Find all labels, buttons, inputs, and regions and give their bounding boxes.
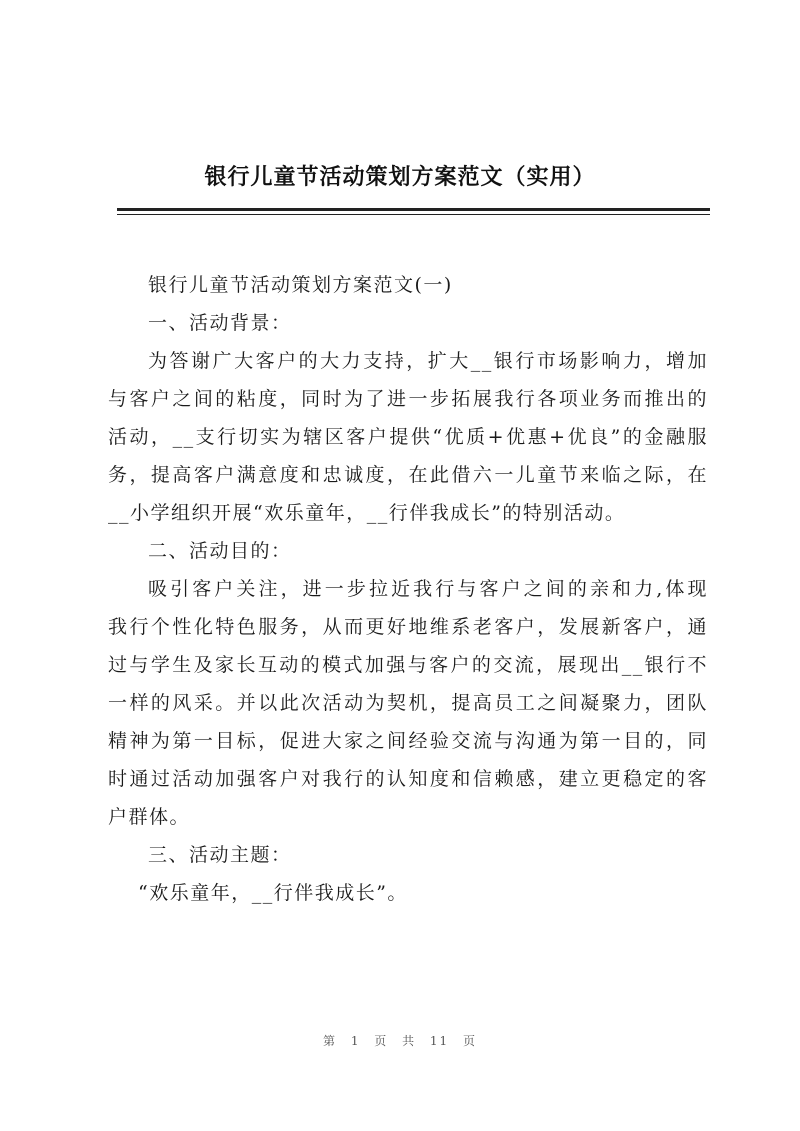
section-heading-purpose: 二、活动目的： [148,540,292,562]
paragraph-line: 吸引客户关注，进一步拉近我行与客户之间的亲和力,体现 [148,578,708,600]
paragraph-line: 时通过活动加强客户对我行的认知度和信赖感，建立更稳定的客 [108,768,708,790]
paragraph-line: 过与学生及家长互动的模式加强与客户的交流，展现出__银行不 [108,654,708,676]
paragraph-line: __小学组织开展“欢乐童年，__行伴我成长”的特别活动。 [108,502,626,524]
section-heading-theme: 三、活动主题： [148,844,292,866]
page-number-footer: 第 1 页 共 11 页 [323,1034,477,1048]
paragraph-line: 一样的风采。并以此次活动为契机，提高员工之间凝聚力，团队 [108,692,708,714]
theme-slogan: “欢乐童年，__行伴我成长”。 [138,882,408,904]
document-title: 银行儿童节活动策划方案范文（实用） [204,165,596,190]
title-divider [117,208,710,211]
paragraph-line: 活动，__支行切实为辖区客户提供“优质+优惠+优良”的金融服 [108,426,708,448]
paragraph-line: 与客户之间的粘度，同时为了进一步拓展我行各项业务而推出的 [108,388,708,410]
paragraph-line: 我行个性化特色服务，从而更好地维系老客户，发展新客户，通 [108,616,708,638]
subtitle-line: 银行儿童节活动策划方案范文(一) [148,274,453,296]
section-heading-background: 一、活动背景： [148,312,292,334]
paragraph-line: 务，提高客户满意度和忠诚度，在此借六一儿童节来临之际，在 [108,464,708,486]
paragraph-line: 户群体。 [108,806,191,828]
paragraph-line: 精神为第一目标，促进大家之间经验交流与沟通为第一目的，同 [108,730,708,752]
document-body [108,266,708,912]
paragraph-line: 为答谢广大客户的大力支持，扩大__银行市场影响力，增加 [148,350,708,372]
